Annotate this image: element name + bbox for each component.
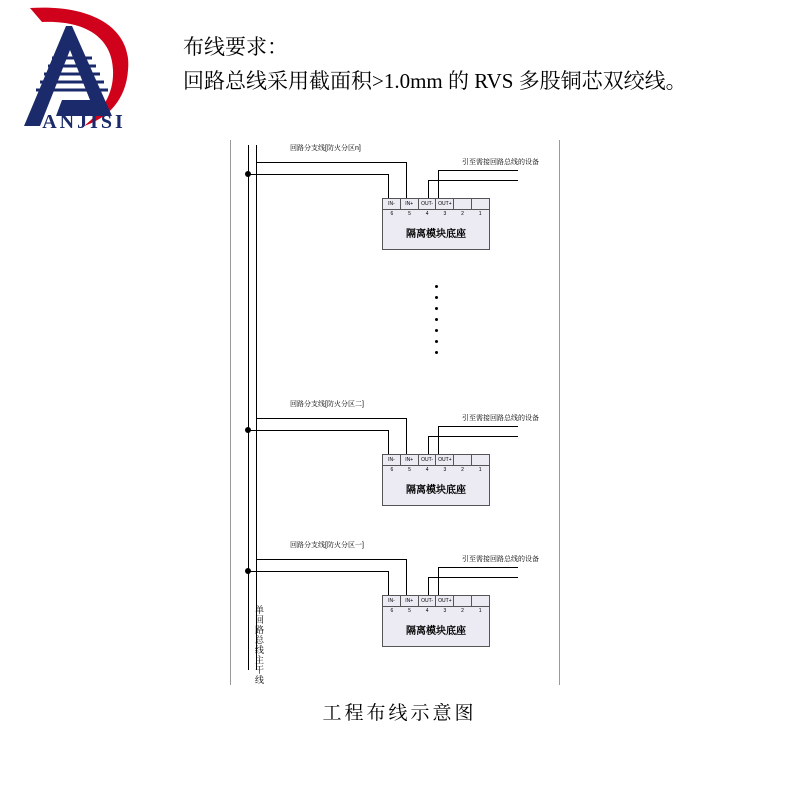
device-label: 引至需接回路总线的设备 (462, 159, 539, 166)
terminal-cell (454, 596, 472, 607)
terminal-cell: IN+ (401, 596, 419, 607)
terminal-cell: OUT+ (436, 455, 454, 466)
terminal-number: 6 (390, 467, 394, 473)
terminal-number: 6 (390, 211, 394, 217)
terminal-cell: OUT- (419, 455, 437, 466)
branch-label: 回路分支线[防火分区二] (290, 401, 364, 408)
module-number-row (383, 607, 489, 616)
module-number-row (383, 466, 489, 475)
terminal-number: 4 (425, 211, 429, 217)
branch-horizontal-line (248, 174, 388, 175)
branch-horizontal-line (248, 430, 388, 431)
device-horizontal-line (438, 567, 518, 568)
wiring-requirements-title: 布线要求： (183, 35, 288, 59)
terminal-cell: IN+ (401, 199, 419, 210)
terminal-cell (454, 455, 472, 466)
terminal-number: 4 (425, 467, 429, 473)
terminal-number: 5 (408, 211, 411, 217)
terminal-number: 5 (408, 467, 411, 473)
isolator-module-block (382, 454, 490, 506)
terminal-number: 6 (390, 608, 394, 614)
device-label: 引至需接回路总线的设备 (462, 415, 539, 422)
module-terminal-row (383, 596, 489, 607)
terminal-number: 3 (443, 211, 447, 217)
branch-label: 回路分支线[防火分区一] (290, 542, 364, 549)
terminal-cell: IN- (383, 199, 401, 210)
terminal-number: 4 (425, 608, 429, 614)
trunk-caption-text: 单回路总线主干线 (254, 605, 264, 685)
module-terminal-row (383, 199, 489, 210)
terminal-cell (454, 199, 472, 210)
device-horizontal-line (428, 436, 518, 437)
terminal-cell: OUT+ (436, 596, 454, 607)
terminal-cell (472, 199, 489, 210)
logo-brand-text: ANJISI (42, 111, 126, 133)
terminal-number: 2 (461, 467, 464, 473)
device-horizontal-line (438, 170, 518, 171)
terminal-number: 5 (408, 608, 411, 614)
device-horizontal-line (428, 577, 518, 578)
trunk-line-left (248, 145, 249, 670)
module-title: 隔离模块底座 (406, 485, 466, 496)
isolator-module-block (382, 595, 490, 647)
terminal-number: 2 (461, 608, 464, 614)
branch-horizontal-line (248, 571, 388, 572)
company-logo (0, 0, 168, 140)
diagram-caption: 工程布线示意图 (322, 703, 477, 724)
device-label: 引至需接回路总线的设备 (462, 556, 539, 563)
module-title: 隔离模块底座 (406, 626, 466, 637)
wiring-requirements-text (183, 30, 687, 98)
terminal-number: 3 (443, 608, 447, 614)
terminal-number: 2 (461, 211, 464, 217)
trunk-caption (238, 605, 264, 685)
terminal-cell: IN- (383, 596, 401, 607)
wiring-diagram (230, 140, 560, 685)
terminal-cell: IN- (383, 455, 401, 466)
branch-horizontal-line (256, 418, 406, 419)
terminal-cell: OUT- (419, 199, 437, 210)
terminal-cell (472, 455, 489, 466)
terminal-cell: IN+ (401, 455, 419, 466)
device-horizontal-line (428, 180, 518, 181)
branch-horizontal-line (256, 162, 406, 163)
branch-label: 回路分支线[防火分区n] (290, 145, 361, 152)
terminal-number: 1 (478, 211, 482, 217)
terminal-cell (472, 596, 489, 607)
continuation-ellipsis (435, 285, 439, 365)
terminal-cell: OUT- (419, 596, 437, 607)
device-horizontal-line (438, 426, 518, 427)
isolator-module-block (382, 198, 490, 250)
module-terminal-row (383, 455, 489, 466)
terminal-number: 3 (443, 467, 447, 473)
wiring-requirements-detail: 回路总线采用截面积>1.0mm 的 RVS 多股铜芯双绞线。 (183, 69, 687, 93)
trunk-line-right (256, 145, 257, 670)
branch-horizontal-line (256, 559, 406, 560)
module-title: 隔离模块底座 (406, 229, 466, 240)
terminal-number: 1 (478, 608, 482, 614)
terminal-number: 1 (478, 467, 482, 473)
terminal-cell: OUT+ (436, 199, 454, 210)
module-number-row (383, 210, 489, 219)
